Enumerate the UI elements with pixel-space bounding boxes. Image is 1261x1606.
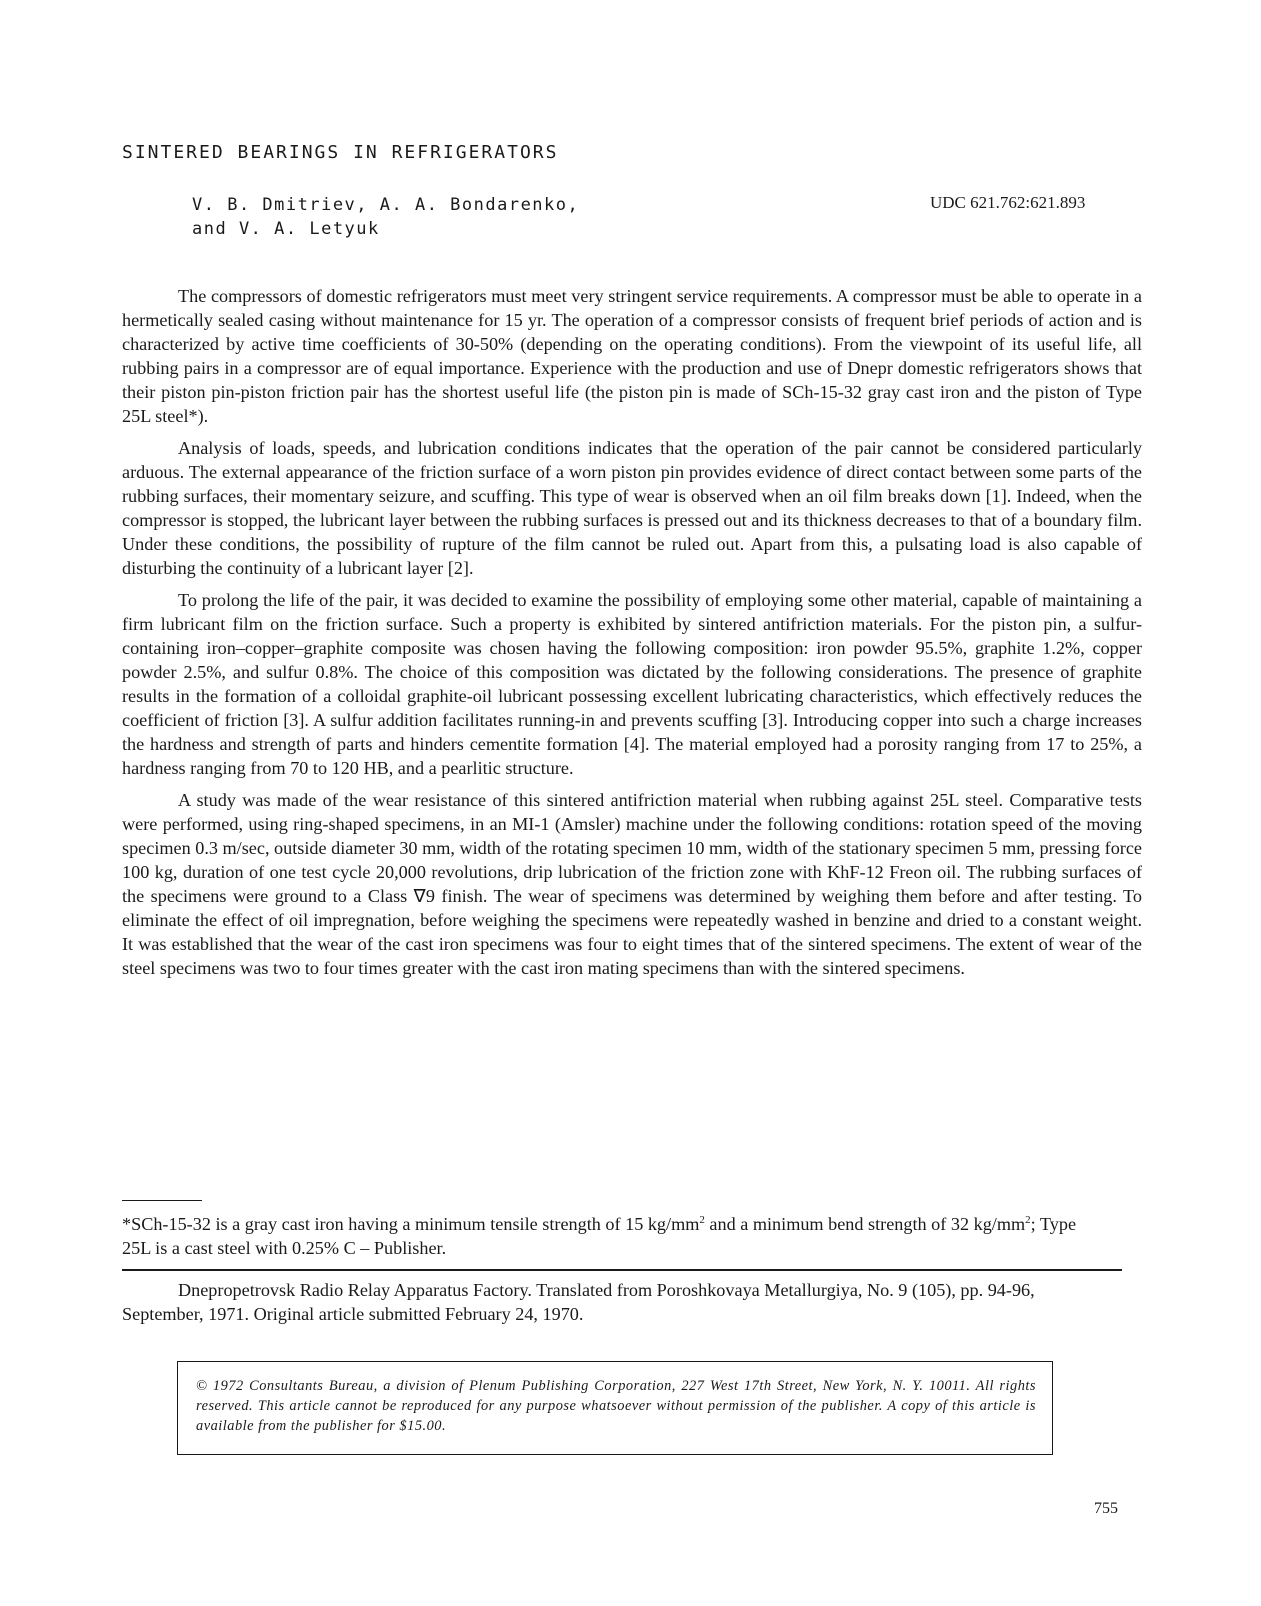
authors-line-2: and V. A. Letyuk xyxy=(192,219,380,239)
udc-code: UDC 621.762:621.893 xyxy=(930,193,1086,212)
page-number: 755 xyxy=(1094,1500,1118,1517)
authors-line-1: V. B. Dmitriev, A. A. Bondarenko, xyxy=(192,195,580,215)
footnote-text-1: *SCh-15-32 is a gray cast iron having a minimum tensile strength of 15 kg/mm xyxy=(122,1214,700,1235)
body-paragraph-1: The compressors of domestic refrigerators must meet very stringent service requirements. A compressor must be able to operate in a hermetically sealed casing without maintenance for 15 yr. The operation of a compressor consists of frequent brief periods of action and is characterized by active time coefficients of 30-50% (depending on the operating conditions). From the viewpoint of its useful life, all rubbing pairs in a compressor are of equal importance. Experience with the production and use of Dnepr domestic refrigerators shows that their piston pin-piston friction pair has the shortest useful life (the piston pin is made of SCh-15-32 gray cast iron and the piston of Type 25L steel*). xyxy=(122,286,1142,426)
author-list xyxy=(192,193,579,241)
article-body xyxy=(122,284,1142,988)
body-paragraph-2: Analysis of loads, speeds, and lubrication conditions indicates that the operation of the pair cannot be considered particularly arduous. The external appearance of the friction surface of a worn piston pin provides evidence of direct contact between some parts of the rubbing surfaces, their momentary seizure, and scuffing. This type of wear is observed when an oil film breaks down [1]. Indeed, when the compressor is stopped, the lubricant layer between the rubbing surfaces is pressed out and its thickness decreases to that of a boundary film. Under these conditions, the possibility of rupture of the film cannot be ruled out. Apart from this, a pulsating load is also capable of disturbing the continuity of a lubricant layer [2]. xyxy=(122,438,1142,578)
affiliation-divider xyxy=(122,1269,1122,1271)
footnote-text-2: and a minimum bend strength of 32 kg/mm xyxy=(704,1214,1026,1235)
affiliation-note: Dnepropetrovsk Radio Relay Apparatus Factory. Translated from Poroshkovaya Metallurgiya, No. 9 (105), pp. 94-96, September, 1971. Original article submitted February 24, 1970. xyxy=(122,1280,1035,1324)
body-paragraph-3: To prolong the life of the pair, it was decided to examine the possibility of employing some other material, capable of maintaining a firm lubricant film on the friction surface. Such a property is exhibited by sintered antifriction materials. For the piston pin, a sulfur-containing iron–copper–graphite composite was chosen having the following composition: iron powder 95.5%, graphite 1.2%, copper powder 2.5%, and sulfur 0.8%. The choice of this composition was dictated by the following considerations. The presence of graphite results in the formation of a colloidal graphite-oil lubricant possessing excellent lubricating characteristics, which effectively reduces the coefficient of friction [3]. A sulfur addition facilitates running-in and prevents scuffing [3]. Introducing copper into such a charge increases the hardness and strength of parts and hinders cementite formation [4]. The material employed had a porosity ranging from 17 to 25%, a hardness ranging from 70 to 120 HB, and a pearlitic structure. xyxy=(122,590,1142,778)
footnote-divider xyxy=(122,1200,202,1201)
footnote-text-3: ; Type 25L is a cast steel with 0.25% C – Publisher. xyxy=(122,1214,1077,1259)
article-title: SINTERED BEARINGS IN REFRIGERATORS xyxy=(122,142,559,163)
footnote xyxy=(122,1208,1102,1260)
footnote-superscript-2: 2 xyxy=(1025,1214,1031,1226)
body-paragraph-4: A study was made of the wear resistance of this sintered antifriction material when rubbing against 25L steel. Comparative tests were performed, using ring-shaped specimens, in an MI-1 (Amsler) machine under the following conditions: rotation speed of the moving specimen 0.3 m/sec, outside diameter 30 mm, width of the rotating specimen 10 mm, width of the stationary specimen 5 mm, pressing force 100 kg, duration of one test cycle 20,000 revolutions, drip lubrication of the friction zone with KhF-12 Freon oil. The rubbing surfaces of the specimens were ground to a Class ∇9 finish. The wear of specimens was determined by weighing them before and after testing. To eliminate the effect of oil impregnation, before weighing the specimens were repeatedly washed in benzine and dried to a constant weight. It was established that the wear of the cast iron specimens was four to eight times that of the sintered specimens. The extent of wear of the steel specimens was two to four times greater with the cast iron mating specimens than with the sintered specimens. xyxy=(122,790,1142,978)
footnote-superscript-1: 2 xyxy=(699,1214,705,1226)
copyright-notice: © 1972 Consultants Bureau, a division of Plenum Publishing Corporation, 227 West 17th Street, New York, N. Y. 10011. All rights reserved. This article cannot be reproduced for any purpose whatsoever without permission of the publisher. A copy of this article is available from the publisher for $15.00. xyxy=(196,1378,1036,1434)
copyright-box xyxy=(177,1361,1053,1455)
